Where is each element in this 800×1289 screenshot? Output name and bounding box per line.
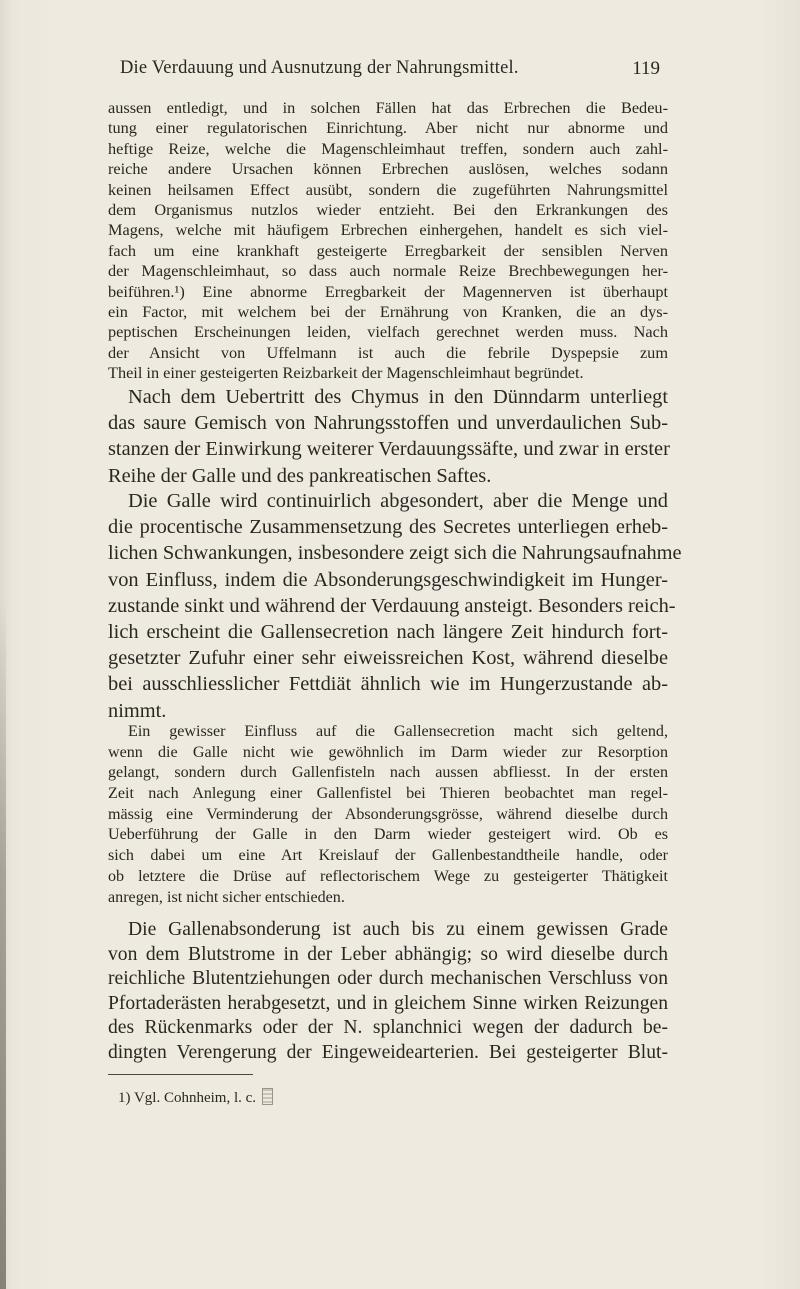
text-line: stanzen der Einwirkung weiterer Verdauungssäfte, und zwar in erster [108, 438, 670, 461]
text-line: anregen, ist nicht sicher entschieden. [108, 888, 345, 906]
text-line: gesetzter Zufuhr einer sehr eiweissreichen Kost, während dieselbe [108, 647, 668, 670]
text-line: zustande sinkt und während der Verdauung ansteigt. Besonders reich- [108, 594, 676, 617]
footnote-text: 1) Vgl. Cohnheim, l. c. [118, 1090, 257, 1106]
text-line: von Einfluss, indem die Absonderungsgeschwindigkeit im Hunger- [108, 568, 668, 591]
paragraph-galle [108, 488, 682, 724]
text-line: Magens, welche mit häufigem Erbrechen einhergehen, handelt es sich viel- [108, 220, 668, 240]
text-line: heftige Reize, welche die Magenschleimhaut treffen, sondern auch zahl- [108, 138, 668, 158]
text-line: von dem Blutstrome in der Leber abhängig; so wird dieselbe durch [108, 943, 668, 965]
text-line: lichen Schwankungen, insbesondere zeigt sich die Nahrungsaufnahme [108, 542, 682, 565]
text-line: Die Galle wird continuirlich abgesondert, aber die Menge und [128, 490, 668, 512]
print-mark-icon [262, 1088, 273, 1105]
text-line: Theil in einer gesteigerten Reizbarkeit der Magenschleimhaut begründet. [108, 363, 584, 383]
paragraph-blutstrom [108, 918, 668, 1066]
footnote-rule [108, 1074, 253, 1075]
text-line: fach um eine krankhaft gesteigerte Erregbarkeit der sensiblen Nerven [108, 240, 668, 260]
text-line: gelangt, sondern durch Gallenfisteln nach aussen abfliesst. In der ersten [108, 764, 668, 782]
text-line: mässig eine Verminderung der Absonderungsgrösse, während dieselbe durch [108, 805, 668, 823]
paragraph-chymus [108, 384, 668, 489]
text-line: keinen heilsamen Effect ausübt, sondern die zugeführten Nahrungsmittel [108, 179, 668, 199]
text-line: Zeit nach Anlegung einer Gallenfistel bei Thieren beobachtet man regel- [108, 785, 668, 803]
text-line: reiche andere Ursachen können Erbrechen auslösen, welches sodann [108, 159, 668, 179]
text-line: bei ausschliesslicher Fettdiät ähnlich wie im Hungerzustande ab- [108, 673, 668, 696]
text-line: der Ansicht von Uffelmann ist auch die febrile Dyspepsie zum [108, 342, 668, 362]
text-line: aussen entledigt, und in solchen Fällen hat das Erbrechen die Bedeu- [108, 98, 668, 117]
text-line: Ein gewisser Einfluss auf die Gallensecretion macht sich geltend, [128, 723, 668, 740]
text-line: ob letztere die Drüse auf reflectorischem Wege zu gesteigerter Thätigkeit [108, 867, 668, 885]
text-line: beiführen.¹) Eine abnorme Erregbarkeit der Magennerven ist überhaupt [108, 281, 668, 301]
text-line: sich dabei um eine Art Kreislauf der Gallenbestandtheile handle, oder [108, 847, 668, 865]
text-line: Ueberführung der Galle in den Darm wieder gesteigert wird. Ob es [108, 826, 668, 844]
text-line: dem Organismus nutzlos wieder entzieht. Bei den Erkrankungen des [108, 199, 668, 219]
text-line: Nach dem Uebertritt des Chymus in den Dünndarm unterliegt [128, 386, 668, 408]
footnote [118, 1088, 273, 1107]
text-line: des Rückenmarks oder der N. splanchnici wegen der dadurch be- [108, 1017, 668, 1039]
text-line: wenn die Galle nicht wie gewöhnlich im Darm wieder zur Resorption [108, 743, 668, 761]
text-line: Pfortaderästen herabgesetzt, und in gleichem Sinne wirken Reizungen [108, 992, 668, 1014]
page-header [120, 58, 660, 84]
paragraph-gallenfistel [108, 722, 668, 908]
text-line: die procentische Zusammensetzung des Secretes unterliegen erheb- [108, 516, 668, 539]
paragraph-vomiting [108, 98, 668, 383]
page-number: 119 [632, 58, 660, 79]
text-line: der Magenschleimhaut, so dass auch normale Reize Brechbewegungen her- [108, 261, 668, 281]
text-line: nimmt. [108, 699, 167, 722]
text-line: tung einer regulatorischen Einrichtung. Aber nicht nur abnorme und [108, 118, 668, 138]
text-line: Reihe der Galle und des pankreatischen Saftes. [108, 464, 492, 487]
text-line: das saure Gemisch von Nahrungsstoffen und unverdaulichen Sub- [108, 412, 668, 435]
text-line: Die Gallenabsonderung ist auch bis zu einem gewissen Grade [128, 919, 668, 940]
running-title: Die Verdauung und Ausnutzung der Nahrungsmittel. [120, 58, 519, 78]
text-line: reichliche Blutentziehungen oder durch mechanischen Verschluss von [108, 968, 668, 990]
text-line: lich erscheint die Gallensecretion nach längere Zeit hindurch fort- [108, 620, 668, 643]
text-line: ein Factor, mit welchem bei der Ernährung von Kranken, die an dys- [108, 301, 668, 321]
text-line: dingten Verengerung der Eingeweidearterien. Bei gesteigerter Blut- [108, 1041, 668, 1063]
text-line: peptischen Erscheinungen leiden, vielfach gerechnet werden muss. Nach [108, 322, 668, 342]
page-gutter-shadow [0, 600, 6, 1289]
